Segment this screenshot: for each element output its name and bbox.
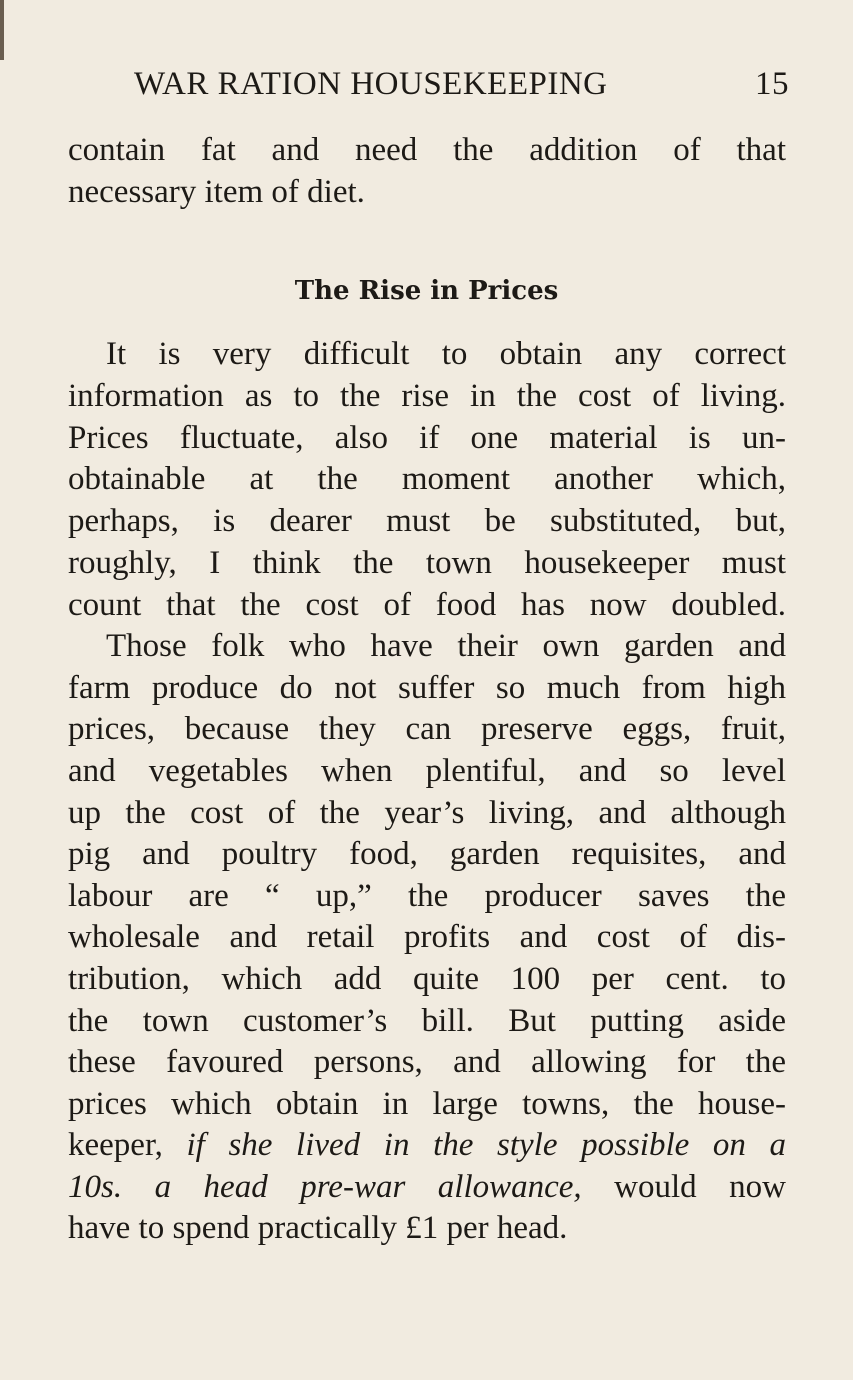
italic-text: if she lived in the style possible on a bbox=[186, 1127, 786, 1163]
text-line: necessary item of diet. bbox=[68, 174, 365, 210]
section-heading: The Rise in Prices bbox=[294, 276, 559, 306]
text-line bbox=[68, 1166, 786, 1208]
italic-text: 10s. a head pre-war allowance, bbox=[68, 1169, 582, 1205]
text-line: information as to the rise in the cost of living. bbox=[68, 378, 786, 414]
text-line: tribution, which add quite 100 per cent. to bbox=[68, 961, 786, 997]
page-number: 15 bbox=[755, 66, 789, 102]
paragraph-first-line: It is very difficult to obtain any correct bbox=[106, 336, 786, 372]
text-line: count that the cost of food has now doubled. bbox=[68, 587, 786, 623]
paragraph-first-line: Those folk who have their own garden and bbox=[106, 628, 786, 664]
plain-text: keeper, bbox=[68, 1127, 187, 1163]
text-line: obtainable at the moment another which, bbox=[68, 461, 786, 497]
running-header bbox=[134, 66, 789, 112]
page-edge-shadow bbox=[0, 0, 4, 60]
text-line: these favoured persons, and allowing for the bbox=[68, 1044, 786, 1080]
text-line: contain fat and need the addition of that bbox=[68, 132, 786, 168]
running-title: WAR RATION HOUSEKEEPING bbox=[134, 66, 608, 102]
text-line: and vegetables when plentiful, and so level bbox=[68, 753, 786, 789]
text-line bbox=[68, 1124, 786, 1166]
text-line: labour are “ up,” the producer saves the bbox=[68, 878, 786, 914]
plain-text: would now bbox=[581, 1169, 786, 1205]
text-line: have to spend practically £1 per head. bbox=[68, 1210, 568, 1246]
text-line: Prices fluctuate, also if one material is un- bbox=[68, 420, 786, 456]
text-line: pig and poultry food, garden requisites, and bbox=[68, 836, 786, 872]
text-line: wholesale and retail profits and cost of dis- bbox=[68, 919, 786, 955]
text-line: the town customer’s bill. But putting aside bbox=[68, 1003, 786, 1039]
text-line: prices which obtain in large towns, the house- bbox=[68, 1086, 786, 1122]
text-line: farm produce do not suffer so much from high bbox=[68, 670, 786, 706]
text-line: up the cost of the year’s living, and although bbox=[68, 795, 786, 831]
text-line: perhaps, is dearer must be substituted, but, bbox=[68, 503, 786, 539]
text-line: prices, because they can preserve eggs, fruit, bbox=[68, 711, 786, 747]
text-line: roughly, I think the town housekeeper must bbox=[68, 545, 786, 581]
